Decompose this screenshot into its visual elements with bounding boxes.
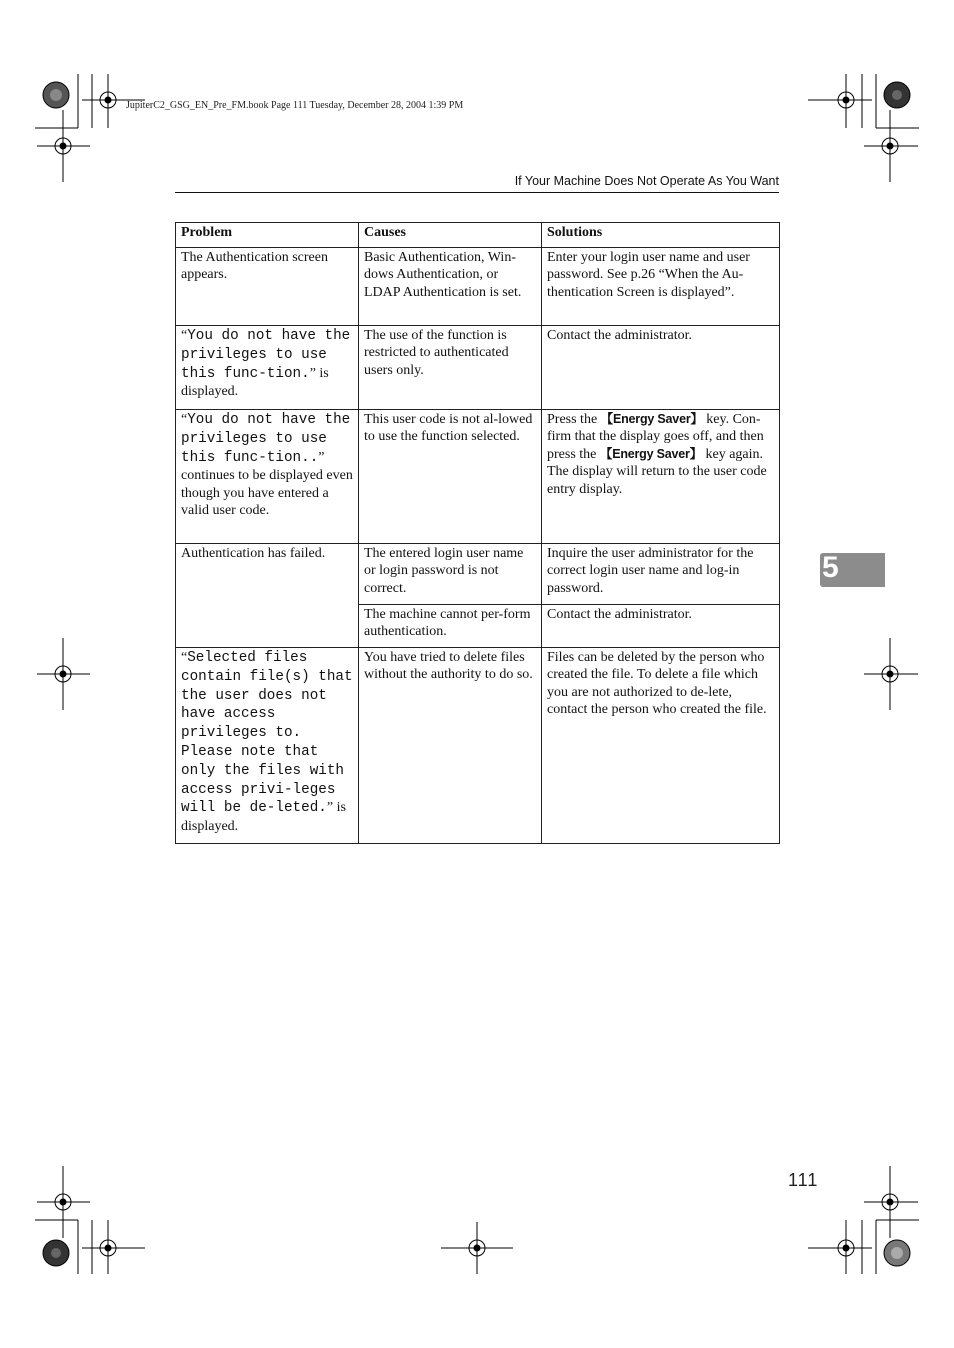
problem-cell	[176, 326, 359, 410]
chapter-tab	[820, 553, 885, 587]
cause-cell: The machine cannot per-form authentication.	[359, 605, 542, 648]
print-info-line: JupiterC2_GSG_EN_Pre_FM.book Page 111 Tuesday, December 28, 2004 1:39 PM	[126, 100, 464, 111]
solution-cell: Inquire the user administrator for the correct login user name and log-in password.	[542, 544, 780, 605]
problem-cell	[176, 410, 359, 544]
cause-cell: Basic Authentication, Win-dows Authentication, or LDAP Authentication is set.	[359, 248, 542, 326]
energy-saver-key: 【Energy Saver】	[599, 446, 702, 461]
message-text: Selected files contain file(s) that the user does not have access privileges to. Please note that only the files with access privi-leges will be de-leted.	[181, 650, 353, 817]
cause-cell: This user code is not al-lowed to use the function selected.	[359, 410, 542, 544]
troubleshooting-table	[175, 222, 780, 844]
problem-cell: Authentication has failed.	[176, 544, 359, 648]
quote-open: “	[181, 650, 188, 665]
chapter-number: 5	[822, 551, 839, 584]
quote-open: “	[181, 328, 188, 343]
table-row	[176, 248, 780, 326]
problem-suffix: ” is displayed.	[181, 365, 329, 400]
cause-cell: The use of the function is restricted to authenticated users only.	[359, 326, 542, 410]
solution-text: key. Con-firm that the display goes off, and then press the	[547, 412, 764, 462]
table-row	[176, 544, 780, 605]
solution-cell: Enter your login user name and user password. See p.26 “When the Au-thentication Screen is displayed”.	[542, 248, 780, 326]
table-row	[176, 326, 780, 410]
header-rule	[175, 192, 779, 193]
page-number: 111	[788, 1170, 819, 1190]
solution-cell: Contact the administrator.	[542, 326, 780, 410]
problem-cell	[176, 648, 359, 844]
cause-cell: You have tried to delete files without the authority to do so.	[359, 648, 542, 844]
table-row	[176, 648, 780, 844]
quote-open: “	[181, 412, 188, 427]
solution-cell: Contact the administrator.	[542, 605, 780, 648]
solution-text: Press the	[547, 412, 601, 427]
column-header-problem: Problem	[176, 223, 359, 248]
solution-cell	[542, 410, 780, 544]
table-header-row	[176, 223, 780, 248]
message-text: You do not have the privileges to use this func-tion..	[181, 412, 351, 466]
energy-saver-key: 【Energy Saver】	[600, 412, 703, 426]
problem-suffix: ” continues to be displayed even though you have entered a valid user code.	[181, 449, 353, 519]
column-header-causes: Causes	[359, 223, 542, 248]
table-row	[176, 410, 780, 544]
problem-cell: The Authentication screen appears.	[176, 248, 359, 326]
problem-suffix: ” is displayed.	[181, 800, 346, 835]
column-header-solutions: Solutions	[542, 223, 780, 248]
running-head: If Your Machine Does Not Operate As You Want	[514, 174, 779, 188]
cause-cell: The entered login user name or login password is not correct.	[359, 544, 542, 605]
solution-text: key again. The display will return to the user code entry display.	[547, 446, 767, 497]
message-text: You do not have the privileges to use this func-tion.	[181, 328, 351, 382]
solution-cell: Files can be deleted by the person who created the file. To delete a file which you are not authorized to de-lete, contact the person who created the file.	[542, 648, 780, 844]
